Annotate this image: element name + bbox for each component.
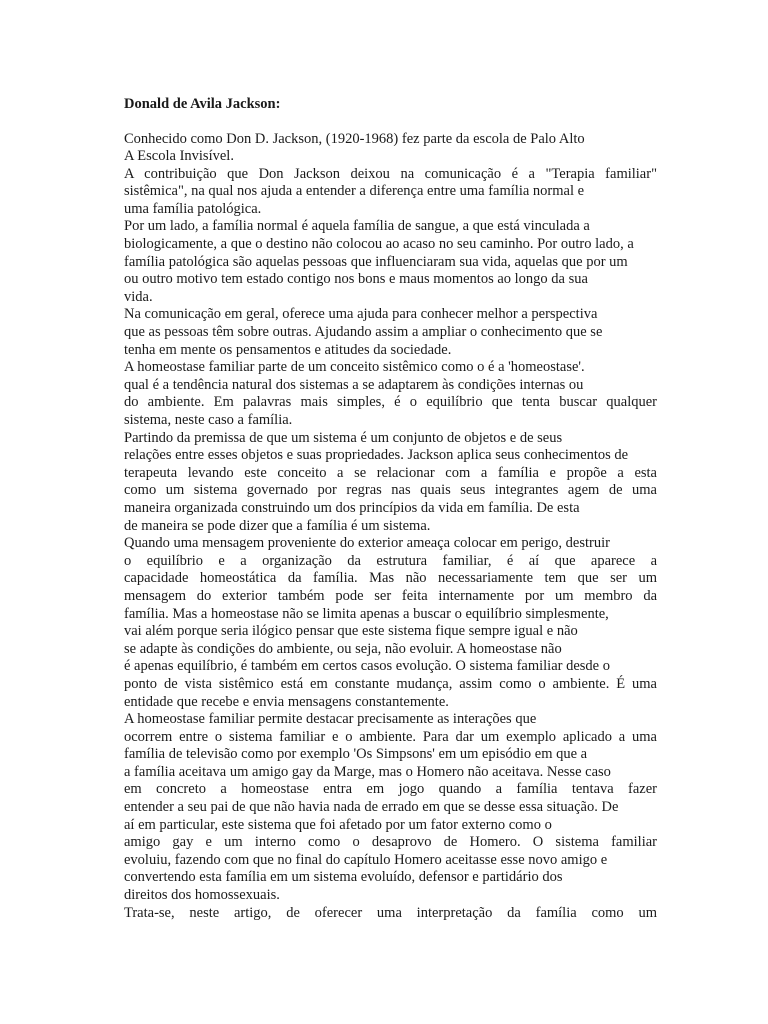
text-line: família de televisão como por exemplo 'Os Simpsons' em um episódio em que a [124, 746, 588, 763]
text-line: o equilíbrio e a organização da estrutura familiar, é aí que aparece a [124, 552, 657, 569]
text-line: A Escola Invisível. [124, 148, 234, 165]
text-line: A homeostase familiar permite destacar precisamente as interações que [124, 711, 537, 728]
text-line: família. Mas a homeostase não se limita apenas a buscar o equilíbrio simplesmente, [124, 605, 609, 622]
text-line: Conhecido como Don D. Jackson, (1920-1968) fez parte da escola de Palo Alto [124, 130, 585, 147]
text-line: biologicamente, a que o destino não colocou ao acaso no seu caminho. Por outro lado, a [124, 236, 634, 253]
text-line: vai além porque seria ilógico pensar que este sistema fique sempre igual e não [124, 623, 578, 640]
text-line: qual é a tendência natural dos sistemas a se adaptarem às condições internas ou [124, 376, 584, 393]
text-line: A homeostase familiar parte de um conceito sistêmico como o é a 'homeostase'. [124, 359, 585, 376]
text-line: de maneira se pode dizer que a família é um sistema. [124, 517, 431, 534]
text-line: uma família patológica. [124, 200, 262, 217]
text-line: como um sistema governado por regras nas quais seus integrantes agem de uma [124, 482, 657, 499]
text-line: entidade que recebe e envia mensagens constantemente. [124, 693, 449, 710]
text-line: amigo gay e um interno como o desaprovo de Homero. O sistema familiar [124, 834, 657, 851]
text-line: aí em particular, este sistema que foi afetado por um fator externo como o [124, 816, 552, 833]
text-line: Partindo da premissa de que um sistema é um conjunto de objetos e de seus [124, 429, 563, 446]
text-line: evoluiu, fazendo com que no final do capítulo Homero aceitasse esse novo amigo e [124, 851, 608, 868]
text-line: a família aceitava um amigo gay da Marge, mas o Homero não aceitava. Nesse caso [124, 763, 611, 780]
text-line: maneira organizada construindo um dos princípios da vida em família. De esta [124, 499, 580, 516]
text-line: vida. [124, 288, 153, 305]
text-line: ocorrem entre o sistema familiar e o ambiente. Para dar um exemplo aplicado a uma [124, 728, 657, 745]
text-line: A contribuição que Don Jackson deixou na comunicação é a "Terapia familiar" [124, 165, 657, 182]
text-line: ponto de vista sistêmico está em constante mudança, assim como o ambiente. É uma [124, 675, 657, 692]
text-line: capacidade homeostática da família. Mas não necessariamente tem que ser um [124, 570, 657, 587]
text-line: é apenas equilíbrio, é também em certos casos evolução. O sistema familiar desde o [124, 658, 610, 675]
text-line: Por um lado, a família normal é aquela família de sangue, a que está vinculada a [124, 218, 590, 235]
text-line: Na comunicação em geral, oferece uma ajuda para conhecer melhor a perspectiva [124, 306, 598, 323]
text-line: entender a seu pai de que não havia nada de errado em que se desse essa situação. De [124, 799, 619, 816]
document-text [124, 131, 657, 923]
text-line: do ambiente. Em palavras mais simples, é o equilíbrio que tenta buscar qualquer [124, 394, 657, 411]
text-line: ou outro motivo tem estado contigo nos bons e maus momentos ao longo da sua [124, 271, 588, 288]
text-line: convertendo esta família em um sistema evoluído, defensor e partidário dos [124, 869, 563, 886]
text-line: que as pessoas têm sobre outras. Ajudando assim a ampliar o conhecimento que se [124, 324, 603, 341]
text-line: relações entre esses objetos e suas propriedades. Jackson aplica seus conhecimentos de [124, 447, 629, 464]
text-line: em concreto a homeostase entra em jogo quando a família tentava fazer [124, 781, 657, 798]
text-line: se adapte às condições do ambiente, ou seja, não evoluir. A homeostase não [124, 640, 562, 657]
text-line: sistêmica", na qual nos ajuda a entender a diferença entre uma família normal e [124, 183, 585, 200]
document-title: Donald de Avila Jackson: [124, 96, 281, 112]
text-line: mensagem do exterior também pode ser feita internamente por um membro da [124, 587, 657, 604]
text-line: família patológica são aquelas pessoas que influenciaram sua vida, aquelas que por um [124, 253, 628, 270]
document-body [124, 96, 657, 922]
text-line: terapeuta levando este conceito a se relacionar com a família e propõe a esta [124, 464, 657, 481]
text-line: direitos dos homossexuais. [124, 887, 280, 904]
text-line: Quando uma mensagem proveniente do exterior ameaça colocar em perigo, destruir [124, 535, 610, 552]
text-line: sistema, neste caso a família. [124, 412, 293, 428]
text-line: Trata-se, neste artigo, de oferecer uma interpretação da família como um [124, 904, 657, 921]
text-line: tenha em mente os pensamentos e atitudes da sociedade. [124, 341, 452, 358]
